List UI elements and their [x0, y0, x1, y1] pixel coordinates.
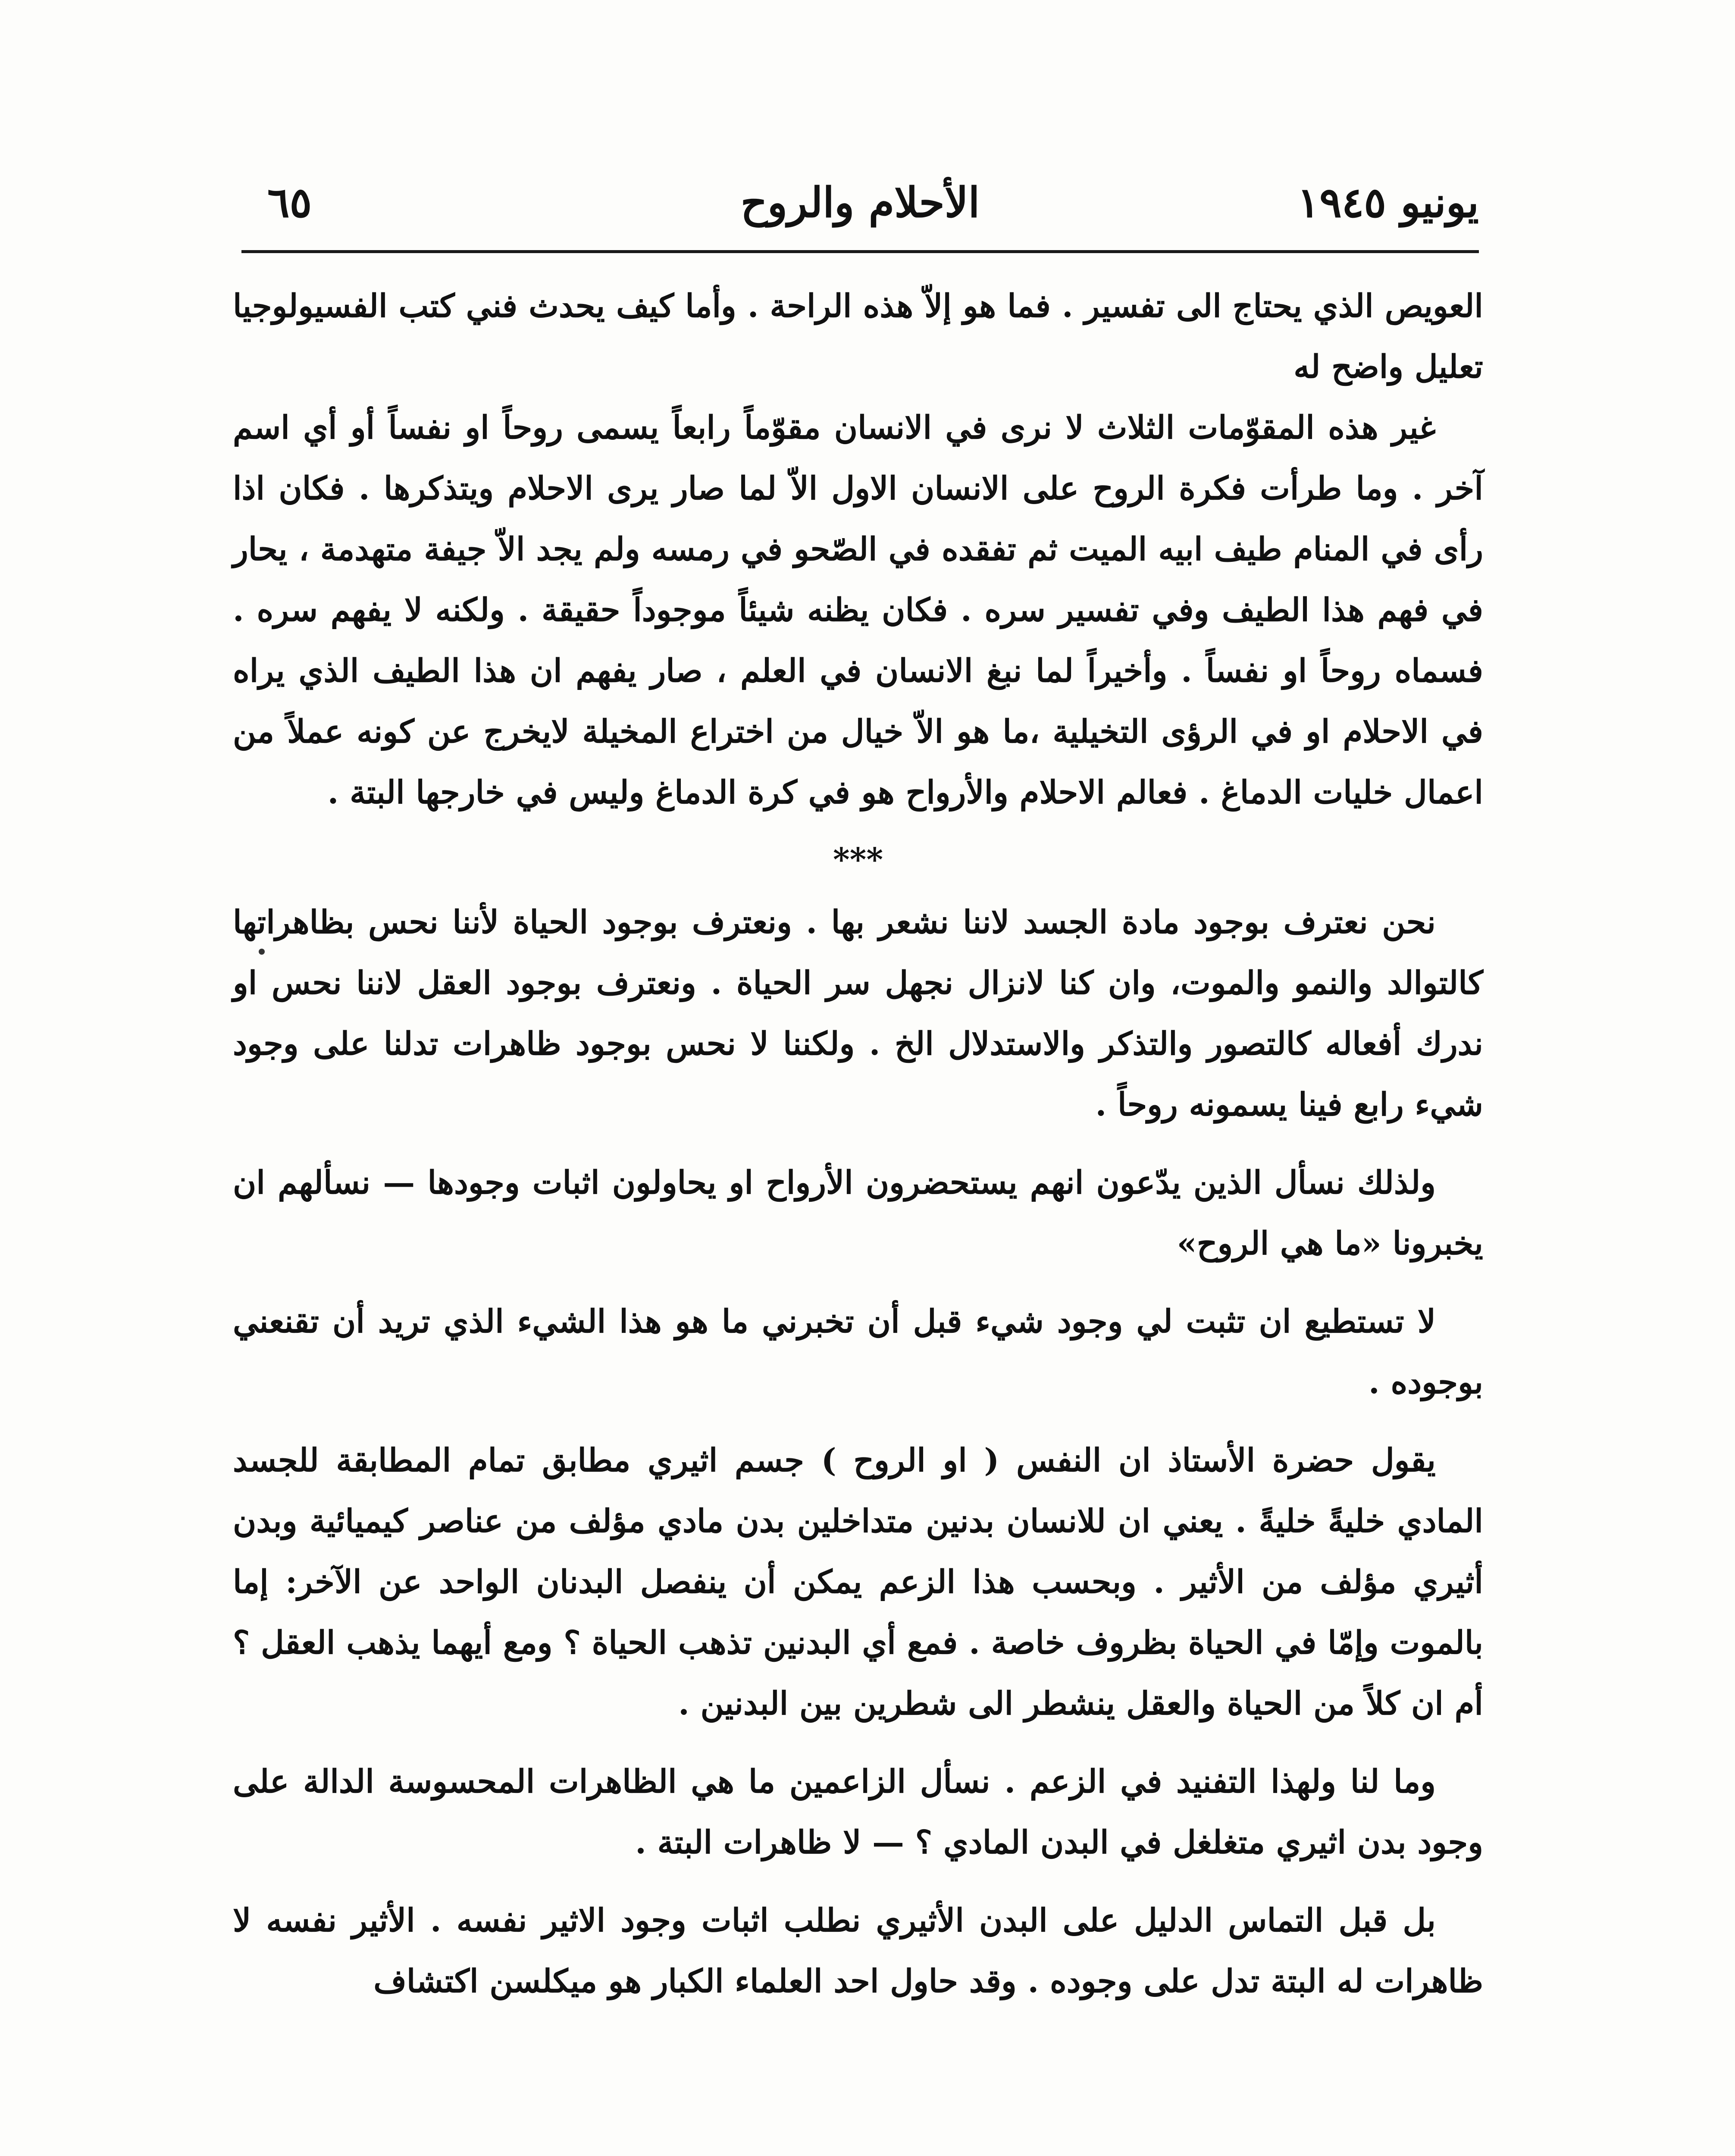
section-separator: ***: [833, 841, 883, 878]
header-page-number: ٦٥: [267, 178, 312, 227]
header-title: الأحلام والروح: [740, 178, 980, 227]
header-date: يونيو ١٩٤٥: [1297, 178, 1479, 227]
running-header: [241, 170, 1479, 235]
paragraph-7: وما لنا ولهذا التفنيد في الزعم . نسأل الزاعمين ما هي الظاهرات المحسوسة الدالة على وجود بدن اثيري متغلغل في البدن المادي ؟ — لا ظاهرات البتة .: [233, 1763, 1483, 1861]
paragraph-8: بل قبل التماس الدليل على البدن الأثيري نطلب اثبات وجود الاثير نفسه . الأثير نفسه لا ظاهرات له البتة تدل على وجوده . وقد حاول احد العلماء الكبار هو ميكلسن اكتشاف: [233, 1902, 1483, 2000]
paragraph-6: يقول حضرة الأستاذ ان النفس ( او الروح ) جسم اثيري مطابق تمام المطابقة للجسد المادي خليةً خليةً . يعني ان للانسان بدنين متداخلين بدن مادي مؤلف من عناصر كيميائية وبدن أثيري مؤلف من الأثير . وبحسب هذا الزعم يمكن أن ينفصل البدنان الواحد عن الآخر: إما بالموت وإمّا في الحياة بظروف خاصة . فمع أي البدنين تذهب الحياة ؟ ومع أيهما يذهب العقل ؟ أم ان كلاً من الحياة والعقل ينشطر الى شطرين بين البدنين .: [233, 1442, 1483, 1722]
paragraph-1: العويص الذي يحتاج الى تفسير . فما هو إلاّ هذه الراحة . وأما كيف يحدث فني كتب الفسيولوجيا تعليل واضح له: [233, 288, 1483, 385]
paragraph-2: غير هذه المقوّمات الثلاث لا نرى في الانسان مقوّماً رابعاً يسمى روحاً او نفساً أو أي اسم آخر . وما طرأت فكرة الروح على الانسان الاول الاّ لما صار يرى الاحلام ويتذكرها . فكان اذا رأى في المنام طيف ابيه الميت ثم تفقده في الصّحو في رمسه ولم يجد الاّ جيفة متهدمة ، يحار في فهم هذا الطيف وفي تفسير سره . فكان يظنه شيئاً موجوداً حقيقة . ولكنه لا يفهم سره . فسماه روحاً او نفساً . وأخيراً لما نبغ الانسان في العلم ، صار يفهم ان هذا الطيف الذي يراه في الاحلام او في الرؤى التخيلية ،ما هو الاّ خيال من اختراع المخيلة لايخرج عن كونه عملاً من اعمال خليات الدماغ . فعالم الاحلام والأرواح هو في كرة الدماغ وليس في خارجها البتة .: [233, 409, 1483, 811]
header-rule: [241, 250, 1479, 253]
article-body: [233, 276, 1483, 2012]
paragraph-3: نحن نعترف بوجود مادة الجسد لاننا نشعر بها . ونعترف بوجود الحياة لأننا نحس بظاهراتها كالتوالد والنمو والموت، وان كنا لانزال نجهل سر الحياة . ونعترف بوجود العقل لاننا نحس او ندرك أفعاله كالتصور والتذكر والاستدلال الخ . ولكننا لا نحس بوجود ظاهرات تدلنا على وجود شيء رابع فينا يسمونه روحاً .: [233, 904, 1483, 1123]
paragraph-5: لا تستطيع ان تثبت لي وجود شيء قبل أن تخبرني ما هو هذا الشيء الذي تريد أن تقنعني بوجوده .: [233, 1303, 1483, 1401]
scan-speck: [259, 949, 265, 955]
paragraph-4: ولذلك نسأل الذين يدّعون انهم يستحضرون الأرواح او يحاولون اثبات وجودها — نسألهم ان يخبرونا «ما هي الروح»: [233, 1164, 1483, 1262]
